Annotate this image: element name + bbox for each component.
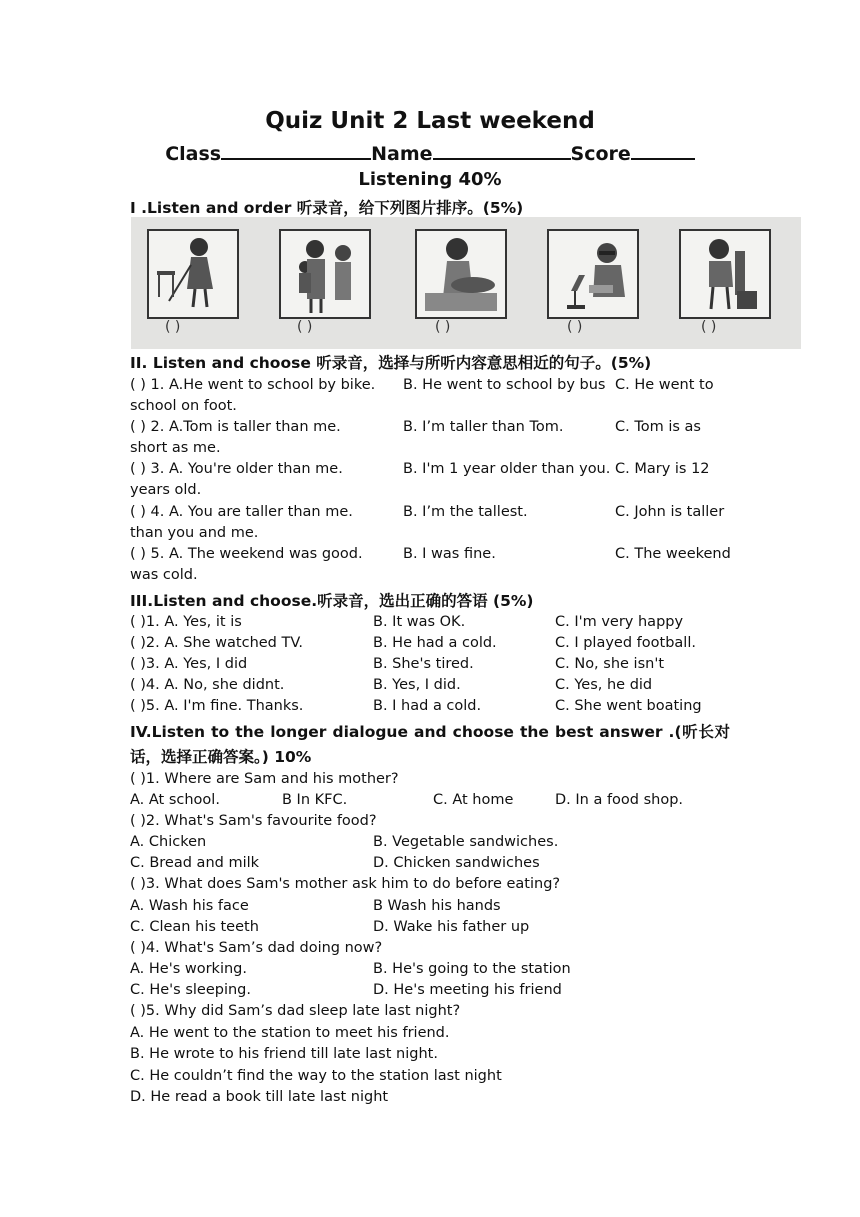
s4-q1-option-b: B In KFC.: [282, 792, 348, 808]
s2-q3-continued: years old.: [130, 482, 202, 498]
s4-q4: ( )4. What's Sam’s dad doing now?: [130, 940, 383, 956]
s4-q1-option-c: C. At home: [433, 792, 514, 808]
ordering-pictures: [131, 217, 801, 349]
s3-q1-option-c: C. I'm very happy: [555, 614, 684, 630]
s2-q4-option-b: B. I’m the tallest.: [403, 504, 528, 520]
s4-q3-option-a: A. Wash his face: [130, 898, 249, 914]
listening-heading: Listening 40%: [358, 169, 502, 190]
picture-girl-cooking: [415, 229, 507, 319]
s4-q3-option-b: B Wash his hands: [373, 898, 501, 914]
s3-q5-option-c: C. She went boating: [555, 698, 702, 714]
picture-5-answer[interactable]: ( ): [701, 319, 717, 335]
s4-q2-option-d: D. Chicken sandwiches: [373, 855, 540, 871]
s3-q5-option-a: ( )5. A. I'm fine. Thanks.: [130, 698, 304, 714]
s3-q1-option-a: ( )1. A. Yes, it is: [130, 614, 242, 630]
s3-q2-option-b: B. He had a cold.: [373, 635, 497, 651]
s2-q1-option-a: ( ) 1. A.He went to school by bike.: [130, 377, 376, 393]
picture-girl-sweeping: [147, 229, 239, 319]
picture-boy-reading: [547, 229, 639, 319]
s2-q5-continued: was cold.: [130, 567, 198, 583]
picture-3-answer[interactable]: ( ): [435, 319, 451, 335]
s3-q3-option-a: ( )3. A. Yes, I did: [130, 656, 248, 672]
section-1-heading: I .Listen and order 听录音，给下列图片排序。(5%): [130, 199, 524, 217]
picture-2-answer[interactable]: ( ): [297, 319, 313, 335]
student-info-line: [0, 141, 860, 165]
s2-q2-continued: short as me.: [130, 440, 221, 456]
section-2-heading: II. Listen and choose 听录音，选择与所听内容意思相近的句子。(5%): [130, 354, 652, 372]
s4-q2-option-a: A. Chicken: [130, 834, 207, 850]
s2-q3-option-c: C. Mary is 12: [615, 461, 710, 477]
s2-q1-continued: school on foot.: [130, 398, 237, 414]
s4-q2-option-b: B. Vegetable sandwiches.: [373, 834, 559, 850]
s3-q2-option-a: ( )2. A. She watched TV.: [130, 635, 304, 651]
s4-q3-option-c: C. Clean his teeth: [130, 919, 259, 935]
s2-q4-option-a: ( ) 4. A. You are taller than me.: [130, 504, 353, 520]
page-title: Quiz Unit 2 Last weekend: [265, 108, 595, 134]
s2-q3-option-a: ( ) 3. A. You're older than me.: [130, 461, 343, 477]
s3-q5-option-b: B. I had a cold.: [373, 698, 482, 714]
s2-q5-option-a: ( ) 5. A. The weekend was good.: [130, 546, 363, 562]
s2-q1-option-b: B. He went to school by bus: [403, 377, 606, 393]
s4-q2-option-c: C. Bread and milk: [130, 855, 260, 871]
s4-q1: ( )1. Where are Sam and his mother?: [130, 771, 399, 787]
s4-q4-option-b: B. He's going to the station: [373, 961, 571, 977]
picture-boy-sitting: [679, 229, 771, 319]
section-4-heading-line-1: IV.Listen to the longer dialogue and choose the best answer .(听长对: [130, 723, 730, 741]
class-label: Class: [165, 143, 222, 165]
s3-q3-option-c: C. No, she isn't: [555, 656, 664, 672]
s2-q2-option-c: C. Tom is as: [615, 419, 701, 435]
s3-q3-option-b: B. She's tired.: [373, 656, 474, 672]
section-3-heading: III.Listen and choose.听录音，选出正确的答语 (5%): [130, 592, 534, 610]
s4-q1-option-d: D. In a food shop.: [555, 792, 684, 808]
section-4-heading-line-2: 话，选择正确答案。) 10%: [130, 748, 312, 766]
picture-family-hug: [279, 229, 371, 319]
s2-q2-option-a: ( ) 2. A.Tom is taller than me.: [130, 419, 341, 435]
s3-q4-option-b: B. Yes, I did.: [373, 677, 461, 693]
score-blank[interactable]: [631, 141, 695, 160]
name-blank[interactable]: [433, 141, 571, 160]
s2-q4-option-c: C. John is taller: [615, 504, 725, 520]
s4-q5-option-b: B. He wrote to his friend till late last night.: [130, 1046, 438, 1062]
s2-q5-option-b: B. I was fine.: [403, 546, 496, 562]
s4-q3-option-d: D. Wake his father up: [373, 919, 530, 935]
s2-q2-option-b: B. I’m taller than Tom.: [403, 419, 564, 435]
s4-q1-option-a: A. At school.: [130, 792, 220, 808]
picture-4-answer[interactable]: ( ): [567, 319, 583, 335]
s2-q1-option-c: C. He went to: [615, 377, 714, 393]
s4-q5-option-d: D. He read a book till late last night: [130, 1089, 389, 1105]
s4-q5-option-c: C. He couldn’t find the way to the station last night: [130, 1068, 502, 1084]
s4-q2: ( )2. What's Sam's favourite food?: [130, 813, 377, 829]
s4-q5-option-a: A. He went to the station to meet his friend.: [130, 1025, 450, 1041]
s2-q5-option-c: C. The weekend: [615, 546, 731, 562]
s3-q4-option-c: C. Yes, he did: [555, 677, 653, 693]
s3-q4-option-a: ( )4. A. No, she didnt.: [130, 677, 285, 693]
s2-q3-option-b: B. I'm 1 year older than you.: [403, 461, 611, 477]
s3-q2-option-c: C. I played football.: [555, 635, 696, 651]
s4-q3: ( )3. What does Sam's mother ask him to do before eating?: [130, 876, 561, 892]
score-label: Score: [570, 143, 631, 165]
class-blank[interactable]: [221, 141, 371, 160]
s3-q1-option-b: B. It was OK.: [373, 614, 466, 630]
s4-q4-option-a: A. He's working.: [130, 961, 247, 977]
picture-1-answer[interactable]: ( ): [165, 319, 181, 335]
s2-q4-continued: than you and me.: [130, 525, 259, 541]
s4-q5: ( )5. Why did Sam’s dad sleep late last night?: [130, 1003, 461, 1019]
s4-q4-option-c: C. He's sleeping.: [130, 982, 251, 998]
s4-q4-option-d: D. He's meeting his friend: [373, 982, 562, 998]
name-label: Name: [371, 143, 433, 165]
